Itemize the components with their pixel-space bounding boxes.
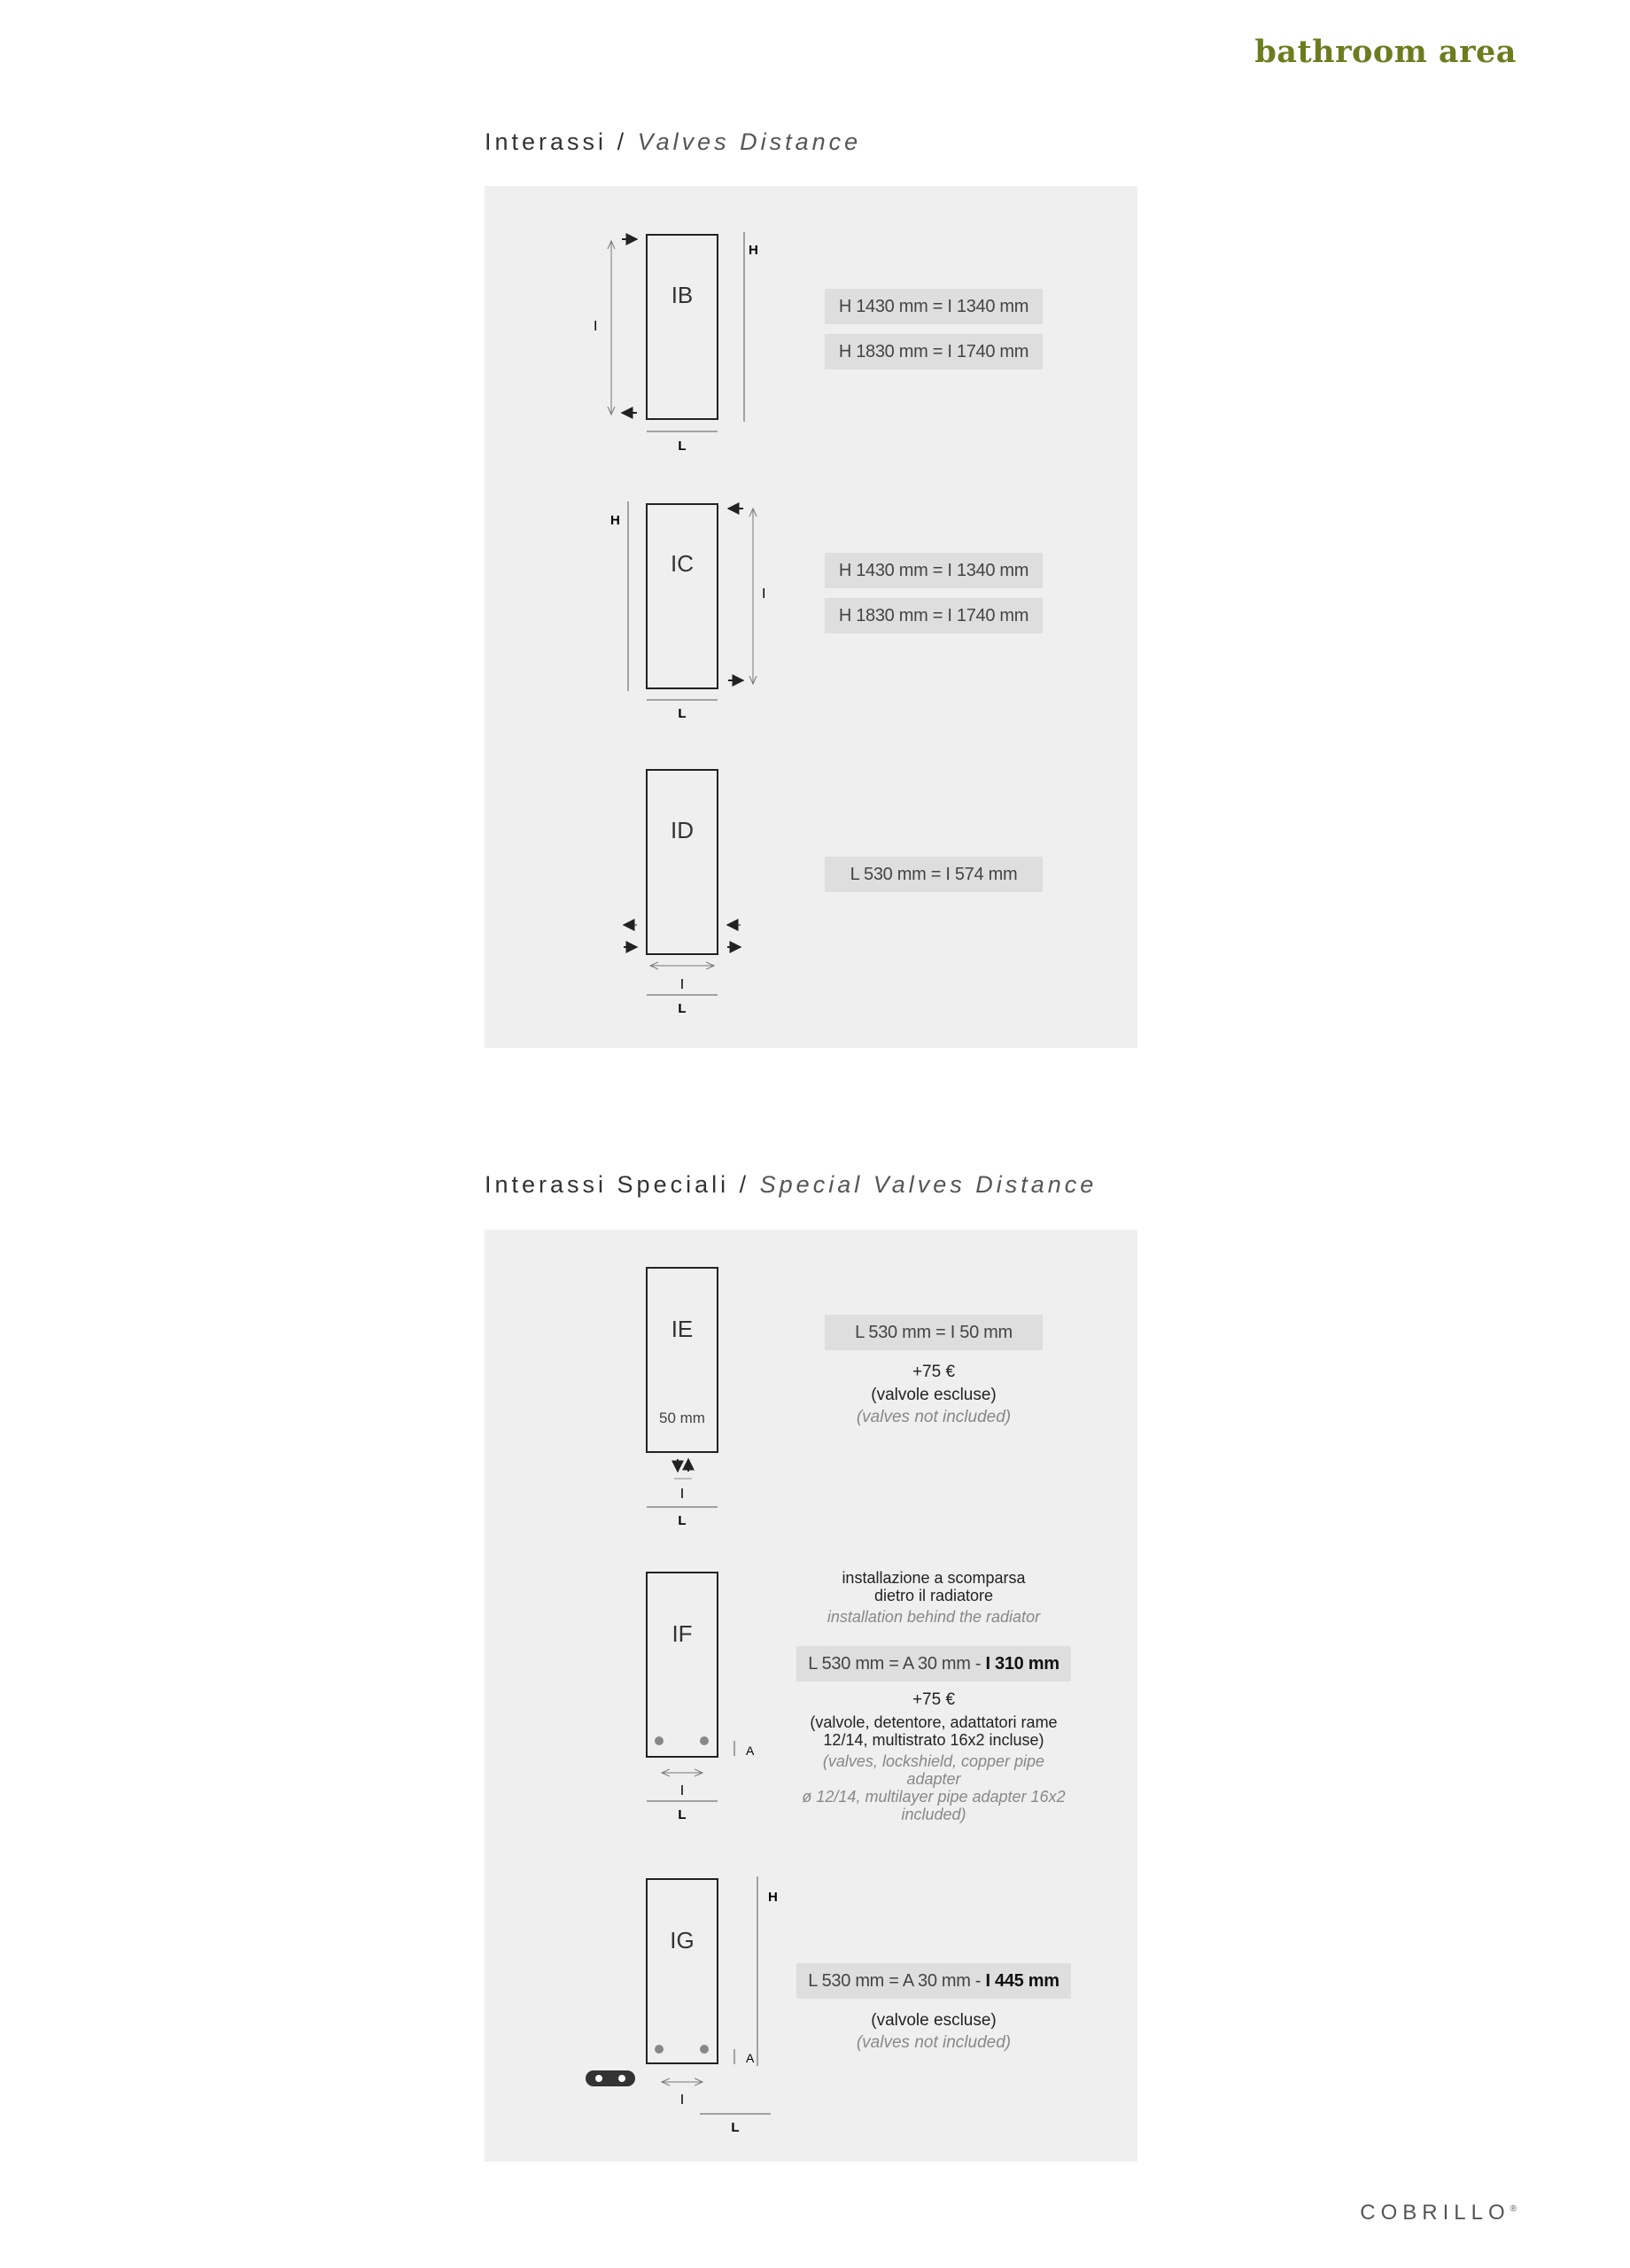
price-if: +75 € <box>912 1690 956 1709</box>
footer-brand <box>1360 2201 1517 2225</box>
label-l-if: L <box>678 1807 687 1822</box>
section-title-en: Special Valves Distance <box>759 1171 1098 1198</box>
code-ic: IC <box>671 550 694 577</box>
code-id: ID <box>671 817 694 843</box>
code-ie: IE <box>671 1316 694 1342</box>
inner-label-ie: 50 mm <box>659 1410 705 1426</box>
note-it-ig: (valvole escluse) <box>871 2011 997 2030</box>
bracket-hole-icon <box>618 2075 625 2082</box>
footer-brand-name: COBRILLO <box>1360 2201 1510 2225</box>
label-h-ib: H <box>749 243 758 258</box>
label-l-ib: L <box>678 439 687 454</box>
spec-box-ie: L 530 mm = I 50 mm <box>825 1315 1043 1350</box>
pre-it-if-1: installazione a scomparsa <box>842 1569 1026 1587</box>
section-title-special-valves-distance <box>485 1171 1097 1199</box>
note-it-ie: (valvole escluse) <box>871 1386 997 1404</box>
spec-box-ic-1: H 1430 mm = I 1340 mm <box>825 553 1043 588</box>
radiator-ig <box>647 1879 718 2063</box>
code-ib: IB <box>671 282 694 308</box>
note-it-if-1: (valvole, detentore, adattatori rame <box>810 1713 1058 1731</box>
spec-ig-prefix: L 530 mm = A 30 mm - <box>808 1971 986 1991</box>
note-en-if-2: ø 12/14, multilayer pipe adapter 16x2 <box>802 1788 1066 1806</box>
label-l-id: L <box>678 1001 687 1016</box>
panel-valves-distance <box>485 186 1137 1048</box>
valve-bracket-icon <box>586 2070 635 2086</box>
label-i-ic: I <box>762 586 766 602</box>
pre-note-if <box>796 1569 1071 1626</box>
section-title-valves-distance <box>485 128 861 156</box>
valve-dot-icon <box>700 1736 709 1745</box>
diagram-ib <box>594 232 758 454</box>
note-it-if-2: 12/14, multistrato 16x2 incluse) <box>823 1731 1044 1749</box>
valve-dot-icon <box>655 2045 664 2054</box>
bracket-hole-icon <box>595 2075 602 2082</box>
spec-box-ib-1: H 1430 mm = I 1340 mm <box>825 289 1043 324</box>
diagram-ic <box>610 501 765 721</box>
spec-box-ig <box>796 1963 1071 1999</box>
code-if: IF <box>671 1620 693 1647</box>
label-a-if: A <box>746 1744 755 1758</box>
section-title-it: Interassi <box>485 128 608 155</box>
section-title-it: Interassi Speciali <box>485 1171 730 1198</box>
note-en-if-1: (valves, lockshield, copper pipe adapter <box>822 1752 1045 1788</box>
brand-logo: bathroom area <box>1254 34 1517 70</box>
title-separator: / <box>739 1171 750 1198</box>
label-i-if: I <box>679 1783 685 1798</box>
spec-box-ib-2: H 1830 mm = I 1740 mm <box>825 334 1043 369</box>
section-title-en: Valves Distance <box>637 128 862 155</box>
valve-dot-icon <box>655 1736 664 1745</box>
label-h-ig: H <box>768 1890 778 1905</box>
diagram-ie <box>647 1268 718 1528</box>
registered-mark: ® <box>1510 2204 1517 2214</box>
label-i-ig: I <box>679 2093 685 2108</box>
note-en-ie: (valves not included) <box>856 1408 1012 1426</box>
valve-dot-icon <box>700 2045 709 2054</box>
label-h-ic: H <box>610 513 620 528</box>
label-i-ib: I <box>594 319 598 334</box>
spec-box-ic-2: H 1830 mm = I 1740 mm <box>825 598 1043 633</box>
spec-if-prefix: L 530 mm = A 30 mm - <box>808 1654 986 1674</box>
label-l-ic: L <box>678 706 687 721</box>
label-a-ig: A <box>746 2051 755 2065</box>
label-l-ig: L <box>731 2120 740 2135</box>
diagram-id <box>624 770 741 1016</box>
label-i-id: I <box>679 977 685 992</box>
note-en-ig: (valves not included) <box>856 2033 1012 2052</box>
panel-special-valves-distance <box>485 1230 1137 2162</box>
radiator-ib <box>647 235 718 419</box>
label-l-ie: L <box>678 1513 687 1528</box>
code-ig: IG <box>670 1927 695 1953</box>
spec-box-if <box>796 1646 1071 1682</box>
spec-if-bold: I 310 mm <box>985 1654 1060 1674</box>
note-en-if-3: included) <box>901 1806 966 1823</box>
radiator-if <box>647 1573 718 1757</box>
spec-box-id: L 530 mm = I 574 mm <box>825 857 1043 892</box>
radiator-ic <box>647 504 718 688</box>
note-ie <box>825 1363 1043 1427</box>
price-ie: +75 € <box>912 1363 956 1381</box>
note-ig <box>796 2011 1071 2053</box>
spec-ig-bold: I 445 mm <box>985 1971 1060 1991</box>
radiator-id <box>647 770 718 954</box>
label-i-ie: I <box>679 1487 685 1502</box>
diagram-ig <box>586 1876 778 2135</box>
pre-en-if: installation behind the radiator <box>827 1608 1041 1626</box>
pre-it-if-2: dietro il radiatore <box>873 1587 994 1604</box>
diagram-if <box>647 1573 755 1822</box>
title-separator: / <box>617 128 628 155</box>
note-if <box>796 1690 1071 1823</box>
